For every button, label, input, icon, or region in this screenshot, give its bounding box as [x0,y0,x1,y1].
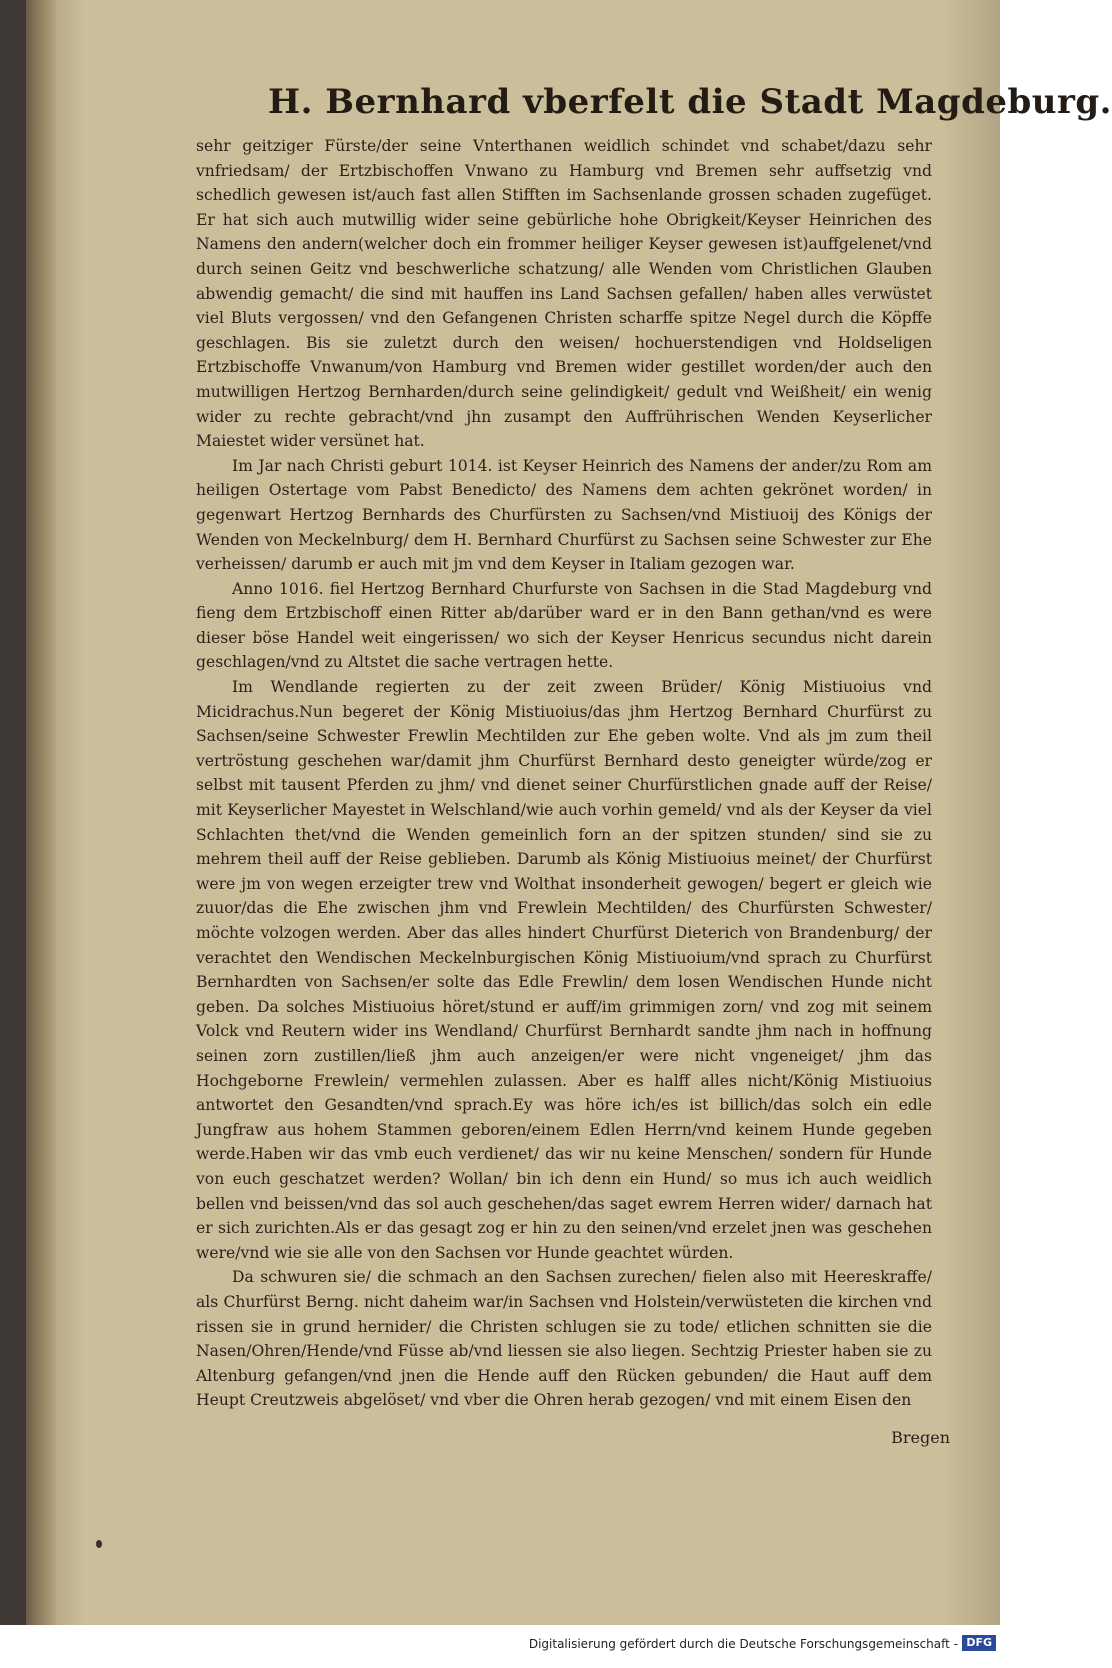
paragraph: Im Wendlande regierten zu der zeit zween Brüder/ König Mistiuoius vnd Micidrachus.Nun begeret der König Mistiuoius/das jhm Hertzog Bernhard Churfürst zu Sachsen/seine Schwester Frewlin Mechtilden zur Ehe geben wolte. Vnd als jm zum theil vertröstung geschehen war/damit jhm Churfürst Bernhard desto geneigter würde/zog er selbst mit tausent Pferden zu jhm/ vnd dienet seiner Churfürstlichen gnade auff der Reise/ mit Keyserlicher Mayestet in Welschland/wie auch vorhin gemeld/ vnd als der Keyser da viel Schlachten thet/vnd die Wenden gemeinlich forn an der spitzen stunden/ sind sie zu mehrem theil auff der Reise geblieben. Darumb als König Mistiuoius meinet/ der Churfürst were jm von wegen erzeigter trew vnd Wolthat insonderheit gewogen/ begert er gleich wie zuuor/das die Ehe zwischen jhm vnd Frewlein Mechtilden/ des Churfürsten Schwester/ möchte volzogen werden. Aber das alles hindert Churfürst Dieterich von Brandenburg/ der verachtet den Wendischen Meckelnburgischen König Mistiuoium/vnd sprach zu Churfürst Bernhardten von Sachsen/er solte das Edle Frewlin/ dem losen Wendischen Hunde nicht geben. Da solches Mistiuoius höret/stund er auff/im grimmigen zorn/ vnd zog mit seinem Volck vnd Reutern wider ins Wendland/ Churfürst Bernhardt sandte jhm nach in hoffnung seinen zorn zustillen/ließ jhm auch anzeigen/er were nicht vngeneiget/ jhm das Hochgeborne Frewlein/ vermehlen zulassen. Aber es halff alles nicht/König Mistiuoius antwortet den Gesandten/vnd sprach.Ey was höre ich/es ist billich/das solch ein edle Jungfraw aus hohem Stammen geboren/einem Edlen Herrn/vnd keinem Hunde gegeben werde.Haben wir das vmb euch verdienet/ das wir nu keine Menschen/ sondern für Hunde von euch geschatzet werden? Wollan/ bin ich denn ein Hund/ so mus ich auch weidlich bellen vnd beissen/vnd das sol auch geschehen/das saget ewrem Herren wider/ darnach hat er sich zurichten.Als er das gesagt zog er hin zu den seinen/vnd erzelet jnen was geschehen were/vnd wie sie alle von den Sachsen vor Hunde geachtet würden. [196,678,932,1262]
dfg-logo-icon: DFG [962,1635,996,1651]
footer-bar [0,1625,1000,1668]
paragraph: sehr geitziger Fürste/der seine Vnterthanen weidlich schindet vnd schabet/dazu sehr vnfriedsam/ der Ertzbischoffen Vnwano zu Hamburg vnd Bremen sehr auffsetzig vnd schedlich gewesen ist/auch fast allen Stifften im Sachsenlande grossen schaden zugefüget. Er hat sich auch mutwillig wider seine gebürliche hohe Obrigkeit/Keyser Heinrichen des Namens den andern(welcher doch ein frommer heiliger Keyser gewesen ist)auffgelenet/vnd durch seinen Geitz vnd beschwerliche schatzung/ alle Wenden vom Christlichen Glauben abwendig gemacht/ die sind mit hauffen ins Land Sachsen gefallen/ haben alles verwüstet viel Bluts vergossen/ vnd den Gefangenen Christen scharffe spitze Negel durch die Köpffe geschlagen. Bis sie zuletzt durch den weisen/ hochuerstendigen vnd Holdseligen Ertzbischoffe Vnwanum/von Hamburg vnd Bremen wider gestillet worden/der auch den mutwilligen Hertzog Bernharden/durch seine gelindigkeit/ gedult vnd Weißheit/ ein wenig wider zu rechte gebracht/vnd jhn zusampt den Auffrührischen Wenden Keyserlicher Maiestet wider versünet hat. [196,137,932,451]
body-text [196,134,932,1413]
paragraph: Anno 1016. fiel Hertzog Bernhard Churfurste von Sachsen in die Stad Magdeburg vnd fieng dem Ertzbischoff einen Ritter ab/darüber ward er in den Bann gethan/vnd es were dieser böse Handel weit eingerissen/ wo sich der Keyser Henricus secundus nicht darein geschlagen/vnd zu Altstet die sache vertragen hette. [196,579,932,672]
paragraph: Im Jar nach Christi geburt 1014. ist Keyser Heinrich des Namens der ander/zu Rom am heiligen Ostertage vom Pabst Benedicto/ des Namens dem achten gekrönet worden/ in gegenwart Hertzog Bernhards des Churfürsten zu Sachsen/vnd Mistiuoij des Königs der Wenden von Meckelnburg/ dem H. Bernhard Churfürst zu Sachsen seine Schwester zur Ehe verheissen/ darumb er auch mit jm vnd dem Keyser in Italiam gezogen war. [196,456,932,574]
paragraph: Da schwuren sie/ die schmach an den Sachsen zurechen/ fielen also mit Heereskraffe/ als Churfürst Berng. nicht daheim war/in Sachsen vnd Holstein/verwüsteten die kirchen vnd rissen sie in grund hernider/ die Christen schlugen sie zu tode/ etlichen schnitten sie die Nasen/Ohren/Hende/vnd Füsse ab/vnd liessen sie also liegen. Sechtzig Priester haben sie zu Altenburg gefangen/vnd jnen die Hende auff den Rücken gebunden/ die Haut auff dem Heupt Creutzweis abgelöset/ vnd vber die Ohren herab gezogen/ vnd mit einem Eisen den [196,1268,932,1410]
page-gutter [26,0,56,1625]
catchword: Bregen [891,1428,950,1447]
digitization-credit: Digitalisierung gefördert durch die Deutsche Forschungsgemeinschaft - [528,1637,958,1651]
ink-spot [96,1540,102,1548]
running-head: H. Bernhard vberfelt die Stadt Magdeburg. [268,82,1112,122]
